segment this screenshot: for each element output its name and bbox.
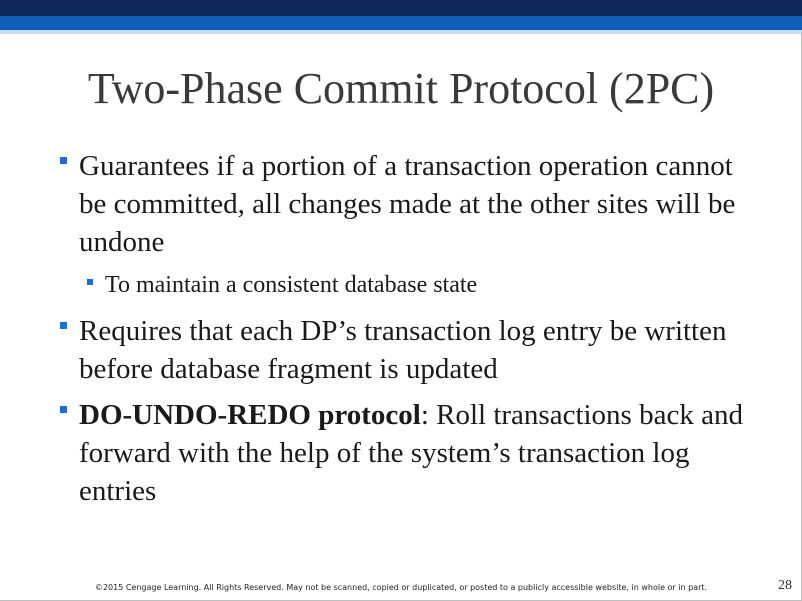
header-band-blue	[0, 16, 802, 30]
bullet-item	[60, 312, 750, 388]
bullet-text-rest: : Roll transactions back and forward with the help of the system’s transaction log entries	[79, 399, 743, 507]
page-number: 28	[778, 578, 792, 593]
bullet-text	[79, 396, 760, 510]
bullet-text: Guarantees if a portion of a transaction operation cannot be committed, all changes made at the other sites will be undone	[79, 150, 736, 258]
square-bullet-icon	[87, 279, 93, 285]
header-band-dark	[0, 0, 802, 16]
bullet-item	[60, 147, 750, 261]
bullet-item	[60, 396, 760, 510]
square-bullet-icon	[60, 157, 67, 164]
sub-bullet-item	[87, 270, 747, 300]
slide-title: Two-Phase Commit Protocol (2PC)	[87, 64, 715, 113]
bullet-text: Requires that each DP’s transaction log entry be written before database fragment is updated	[79, 315, 727, 385]
sub-bullet-text: To maintain a consistent database state	[105, 272, 478, 298]
bullet-strong-term: DO-UNDO-REDO protocol	[79, 399, 421, 431]
square-bullet-icon	[60, 322, 67, 329]
header-band-light	[0, 30, 802, 34]
square-bullet-icon	[60, 406, 67, 413]
copyright-footer: ©2015 Cengage Learning. All Rights Reserved. May not be scanned, copied or duplicated, or posted to a publicly accessible website, in whole or in part.	[94, 583, 708, 592]
